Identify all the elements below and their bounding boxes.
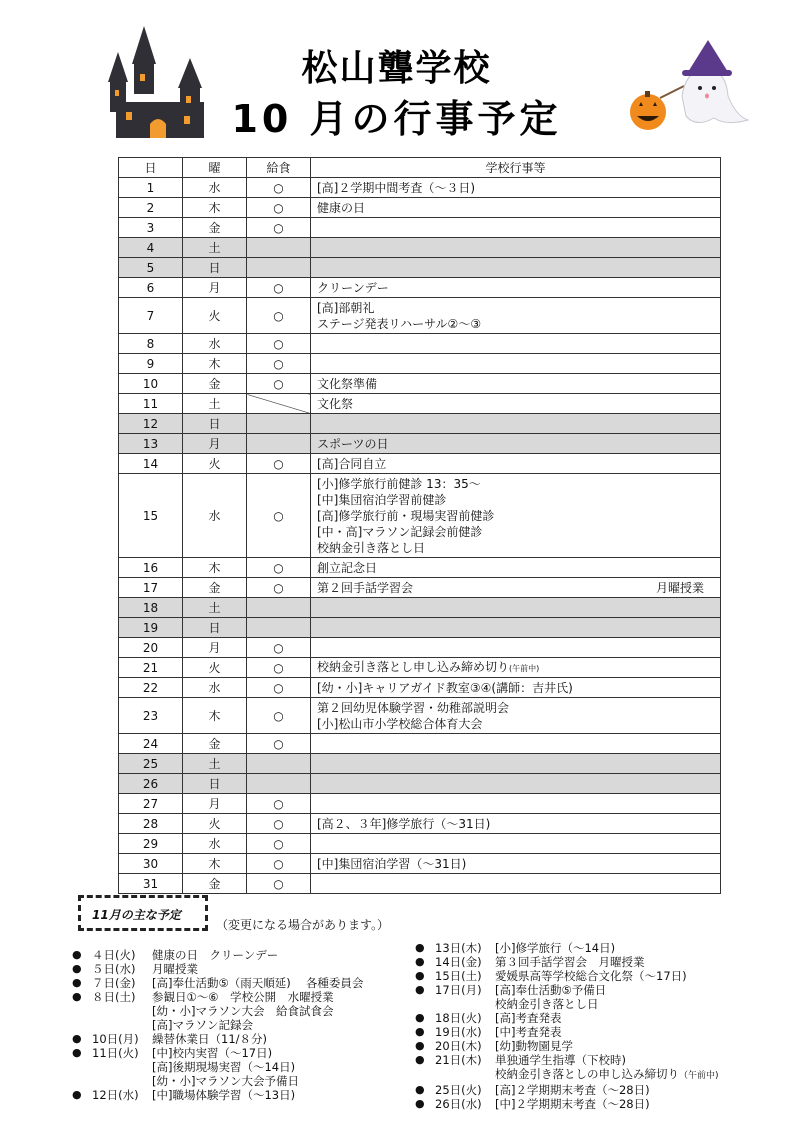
cell-lunch <box>247 754 311 774</box>
cell-events <box>311 394 721 414</box>
event-text: クリーンデー <box>317 280 389 295</box>
table-row <box>119 354 721 374</box>
cell-weekday: 金 <box>183 578 247 598</box>
list-item-date: 14日(金) <box>435 955 482 969</box>
table-row <box>119 374 721 394</box>
cell-day: 19 <box>119 618 183 638</box>
cell-weekday: 日 <box>183 618 247 638</box>
cell-weekday: 金 <box>183 874 247 894</box>
bullet-icon: ● <box>415 1025 425 1038</box>
table-row <box>119 754 721 774</box>
list-item <box>415 1097 745 1111</box>
cell-day: 30 <box>119 854 183 874</box>
list-item-date: 26日(水) <box>435 1097 482 1111</box>
list-item-text: 単独通学生指導（下校時) <box>495 1053 626 1067</box>
cell-weekday: 日 <box>183 414 247 434</box>
list-item <box>72 1088 402 1102</box>
cell-weekday: 水 <box>183 678 247 698</box>
list-item <box>415 941 745 955</box>
list-item-date: 10日(月) <box>92 1032 139 1046</box>
event-text: [高]修学旅行前・現場実習前健診 <box>317 508 495 523</box>
bullet-icon: ● <box>415 1083 425 1096</box>
cell-weekday: 月 <box>183 794 247 814</box>
table-row <box>119 578 721 598</box>
cell-day: 20 <box>119 638 183 658</box>
cell-day: 26 <box>119 774 183 794</box>
list-item-date: 15日(土) <box>435 969 482 983</box>
list-item-text-small: （午前中) <box>679 1071 719 1081</box>
list-item-text: 月曜授業 <box>152 962 198 976</box>
table-row <box>119 238 721 258</box>
cell-events <box>311 794 721 814</box>
table-row <box>119 874 721 894</box>
event-text: 第２回手話学習会 <box>317 580 414 595</box>
cell-weekday: 月 <box>183 638 247 658</box>
cell-lunch: ○ <box>247 638 311 658</box>
header-lunch: 給食 <box>247 158 311 178</box>
cell-day: 7 <box>119 298 183 334</box>
cell-weekday: 火 <box>183 298 247 334</box>
bullet-icon: ● <box>72 976 82 989</box>
cell-lunch: ○ <box>247 178 311 198</box>
cell-events <box>311 178 721 198</box>
list-item-text: [幼・小]マラソン大会予備日 <box>152 1074 299 1088</box>
cell-day: 6 <box>119 278 183 298</box>
list-item-date: 18日(火) <box>435 1011 482 1025</box>
cell-day: 14 <box>119 454 183 474</box>
bullet-icon: ● <box>72 948 82 961</box>
cell-events <box>311 238 721 258</box>
cell-events <box>311 454 721 474</box>
bullet-icon: ● <box>415 955 425 968</box>
table-row <box>119 474 721 558</box>
event-text-main: 校納金引き落とし申し込み締め切り <box>317 659 510 674</box>
list-item <box>415 983 745 1011</box>
event-text: スポーツの日 <box>317 436 389 451</box>
cell-day: 9 <box>119 354 183 374</box>
bullet-icon: ● <box>415 1097 425 1110</box>
list-item-text-main: 校納金引き落としの申し込み締切り <box>495 1067 679 1081</box>
list-item <box>415 1039 745 1053</box>
cell-lunch: ○ <box>247 278 311 298</box>
cell-day: 12 <box>119 414 183 434</box>
table-row <box>119 434 721 454</box>
cell-lunch <box>247 618 311 638</box>
cell-events <box>311 258 721 278</box>
event-text: [小]修学旅行前健診 13：35～ <box>317 476 481 491</box>
cell-events <box>311 618 721 638</box>
list-item-date: ７日(金) <box>92 976 136 990</box>
cell-events <box>311 774 721 794</box>
table-row <box>119 618 721 638</box>
list-item-date: ４日(火) <box>92 948 136 962</box>
table-row <box>119 258 721 278</box>
table-row <box>119 774 721 794</box>
cell-weekday: 金 <box>183 734 247 754</box>
cell-lunch: ○ <box>247 834 311 854</box>
cell-day: 16 <box>119 558 183 578</box>
cell-weekday: 水 <box>183 178 247 198</box>
cell-weekday: 水 <box>183 474 247 558</box>
cell-weekday: 火 <box>183 454 247 474</box>
cell-lunch: ○ <box>247 794 311 814</box>
list-item-text: [中]職場体験学習（～13日) <box>152 1088 296 1102</box>
list-item <box>415 1083 745 1097</box>
event-text: [高]部朝礼 <box>317 300 375 315</box>
list-item <box>415 955 745 969</box>
cell-lunch <box>247 598 311 618</box>
november-list-left <box>72 948 402 1102</box>
november-list-right <box>415 941 745 1111</box>
list-item-text: 参観日①～⑥ 学校公開 水曜授業 <box>152 990 334 1004</box>
header-weekday: 曜 <box>183 158 247 178</box>
table-row <box>119 834 721 854</box>
cell-day: 8 <box>119 334 183 354</box>
list-item <box>72 976 402 990</box>
bullet-icon: ● <box>415 1053 425 1066</box>
event-text: 文化祭 <box>317 396 354 411</box>
cell-events <box>311 874 721 894</box>
cell-events <box>311 698 721 734</box>
list-item-text: [高]考査発表 <box>495 1011 562 1025</box>
cell-day: 4 <box>119 238 183 258</box>
table-body <box>119 178 721 894</box>
event-text: [高]２学期中間考査（～３日) <box>317 180 476 195</box>
cell-day: 2 <box>119 198 183 218</box>
cell-weekday: 木 <box>183 854 247 874</box>
table-row <box>119 394 721 414</box>
event-text: 第２回幼児体験学習・幼稚部説明会 <box>317 700 510 715</box>
list-item <box>415 1053 745 1083</box>
cell-lunch: ○ <box>247 698 311 734</box>
cell-weekday: 木 <box>183 354 247 374</box>
cell-day: 10 <box>119 374 183 394</box>
page-title: 10 月の行事予定 <box>231 97 562 141</box>
bullet-icon: ● <box>72 1046 82 1059</box>
cell-day: 23 <box>119 698 183 734</box>
event-text: 文化祭準備 <box>317 376 378 391</box>
cell-lunch: ○ <box>247 298 311 334</box>
cell-lunch: ○ <box>247 734 311 754</box>
cell-lunch: ○ <box>247 874 311 894</box>
table-row <box>119 814 721 834</box>
header-day: 日 <box>119 158 183 178</box>
cell-weekday: 木 <box>183 698 247 734</box>
list-item-date: 19日(水) <box>435 1025 482 1039</box>
cell-weekday: 土 <box>183 754 247 774</box>
bullet-icon: ● <box>415 1011 425 1024</box>
event-text: [小]松山市小学校総合体育大会 <box>317 716 483 731</box>
cell-day: 18 <box>119 598 183 618</box>
list-item-text: 健康の日 クリーンデー <box>152 948 279 962</box>
october-schedule-table <box>118 157 721 894</box>
cell-weekday: 金 <box>183 374 247 394</box>
cell-weekday: 木 <box>183 558 247 578</box>
cell-lunch: ○ <box>247 454 311 474</box>
cell-lunch: ○ <box>247 658 311 678</box>
table-row <box>119 698 721 734</box>
cell-lunch: ○ <box>247 374 311 394</box>
cell-lunch <box>247 238 311 258</box>
list-item-date: 11日(火) <box>92 1046 139 1060</box>
list-item <box>72 990 402 1032</box>
list-item-text: [中]２学期期末考査（～28日) <box>495 1097 650 1111</box>
cell-events <box>311 834 721 854</box>
cell-events <box>311 578 721 598</box>
cell-weekday: 日 <box>183 258 247 278</box>
list-item-date: ８日(土) <box>92 990 136 1004</box>
table-row <box>119 734 721 754</box>
list-item-text: [幼・小]マラソン大会 給食試食会 <box>152 1004 334 1018</box>
table-row <box>119 794 721 814</box>
list-item-text <box>495 1067 745 1083</box>
cell-lunch: ○ <box>247 678 311 698</box>
cell-day: 3 <box>119 218 183 238</box>
table-row <box>119 678 721 698</box>
cell-weekday: 土 <box>183 238 247 258</box>
cell-weekday: 火 <box>183 814 247 834</box>
cell-events <box>311 198 721 218</box>
event-text <box>317 659 720 677</box>
bullet-icon: ● <box>72 1032 82 1045</box>
list-item-text: [小]修学旅行（～14日) <box>495 941 616 955</box>
cell-lunch <box>247 434 311 454</box>
cell-lunch: ○ <box>247 354 311 374</box>
list-item <box>415 1025 745 1039</box>
cell-events <box>311 218 721 238</box>
list-item <box>415 1011 745 1025</box>
list-item <box>72 1046 402 1088</box>
bullet-icon: ● <box>415 1039 425 1052</box>
bullet-icon: ● <box>415 941 425 954</box>
cell-events <box>311 434 721 454</box>
cell-events <box>311 734 721 754</box>
table-row <box>119 178 721 198</box>
event-text-small: (午前中) <box>509 663 540 673</box>
cell-lunch: ○ <box>247 578 311 598</box>
table-row <box>119 298 721 334</box>
cell-events <box>311 354 721 374</box>
cell-day: 24 <box>119 734 183 754</box>
table-row <box>119 598 721 618</box>
cell-weekday: 木 <box>183 198 247 218</box>
cell-day: 15 <box>119 474 183 558</box>
cell-lunch: ○ <box>247 198 311 218</box>
cell-lunch: ○ <box>247 474 311 558</box>
list-item <box>72 1032 402 1046</box>
list-item-text: [中]校内実習（～17日) <box>152 1046 273 1060</box>
event-note: 月曜授業 <box>655 580 704 595</box>
cell-weekday: 水 <box>183 334 247 354</box>
list-item-date: 17日(月) <box>435 983 482 997</box>
cell-lunch: ○ <box>247 854 311 874</box>
table-row <box>119 658 721 678</box>
header-events: 学校行事等 <box>311 158 721 178</box>
list-item-date: 12日(水) <box>92 1088 139 1102</box>
list-item <box>72 962 402 976</box>
event-text: [幼・小]キャリアガイド教室③④(講師：吉井氏) <box>317 680 573 695</box>
cell-weekday: 月 <box>183 434 247 454</box>
cell-lunch <box>247 414 311 434</box>
cell-weekday: 土 <box>183 394 247 414</box>
cell-day: 1 <box>119 178 183 198</box>
cell-events <box>311 598 721 618</box>
cell-lunch: ○ <box>247 334 311 354</box>
cell-day: 27 <box>119 794 183 814</box>
event-text: [中・高]マラソン記録会前健診 <box>317 524 483 539</box>
list-item-date: 13日(木) <box>435 941 482 955</box>
table-row <box>119 454 721 474</box>
bullet-icon: ● <box>72 1088 82 1101</box>
cell-events <box>311 854 721 874</box>
cell-lunch <box>247 774 311 794</box>
list-item-text: [高]奉仕活動⑤（雨天順延) 各種委員会 <box>152 976 364 990</box>
cell-lunch <box>247 394 311 414</box>
table-row <box>119 854 721 874</box>
event-text: ステージ発表リハーサル②～③ <box>317 316 482 331</box>
list-item-text: [幼]動物園見学 <box>495 1039 573 1053</box>
list-item-text: [高]奉仕活動⑤予備日 <box>495 983 607 997</box>
cell-events <box>311 474 721 558</box>
list-item-date: 25日(火) <box>435 1083 482 1097</box>
cell-events <box>311 334 721 354</box>
cell-day: 21 <box>119 658 183 678</box>
november-note: （変更になる場合があります。） <box>216 918 390 932</box>
cell-day: 31 <box>119 874 183 894</box>
event-text: [高]合同自立 <box>317 456 387 471</box>
cell-lunch: ○ <box>247 814 311 834</box>
cell-weekday: 日 <box>183 774 247 794</box>
cell-day: 29 <box>119 834 183 854</box>
cell-events <box>311 658 721 678</box>
cell-weekday: 土 <box>183 598 247 618</box>
list-item-text: [中]考査発表 <box>495 1025 562 1039</box>
list-item-text: [高]後期現場実習（～14日) <box>152 1060 296 1074</box>
bullet-icon: ● <box>415 983 425 996</box>
table-row <box>119 198 721 218</box>
cell-day: 11 <box>119 394 183 414</box>
table-row <box>119 334 721 354</box>
cell-events <box>311 278 721 298</box>
list-item-date: 20日(木) <box>435 1039 482 1053</box>
event-text: [高２、３年]修学旅行（～31日) <box>317 816 491 831</box>
cell-weekday: 水 <box>183 834 247 854</box>
list-item-text: [高]２学期期末考査（～28日) <box>495 1083 650 1097</box>
cell-events <box>311 638 721 658</box>
school-name: 松山聾学校 <box>301 48 492 89</box>
list-item-date: 21日(木) <box>435 1053 482 1067</box>
cell-weekday: 金 <box>183 218 247 238</box>
event-text: [中]集団宿泊学習（～31日) <box>317 856 467 871</box>
cell-events <box>311 814 721 834</box>
cell-events <box>311 298 721 334</box>
cell-lunch: ○ <box>247 558 311 578</box>
cell-events <box>311 414 721 434</box>
list-item-text: 繰替休業日（11/８分) <box>152 1032 267 1046</box>
table-header-row <box>119 158 721 178</box>
cell-day: 5 <box>119 258 183 278</box>
cell-weekday: 火 <box>183 658 247 678</box>
cell-events <box>311 678 721 698</box>
table-row <box>119 218 721 238</box>
cell-weekday: 月 <box>183 278 247 298</box>
list-item-text: 校納金引き落とし日 <box>495 997 599 1011</box>
bullet-icon: ● <box>72 990 82 1003</box>
list-item-date: ５日(水) <box>92 962 136 976</box>
list-item-text: 第３回手話学習会 月曜授業 <box>495 955 645 969</box>
list-item-text: [高]マラソン記録会 <box>152 1018 253 1032</box>
november-title: 11月の主な予定 <box>92 908 181 922</box>
event-text: 創立記念日 <box>317 560 378 575</box>
table-row <box>119 278 721 298</box>
cell-day: 25 <box>119 754 183 774</box>
event-text: 健康の日 <box>317 200 366 215</box>
event-text: [中]集団宿泊学習前健診 <box>317 492 447 507</box>
event-text: 校納金引き落とし日 <box>317 540 426 555</box>
cell-events <box>311 754 721 774</box>
cell-events <box>311 558 721 578</box>
table-row <box>119 414 721 434</box>
cell-events <box>311 374 721 394</box>
cell-day: 13 <box>119 434 183 454</box>
cell-day: 22 <box>119 678 183 698</box>
table-row <box>119 638 721 658</box>
bullet-icon: ● <box>415 969 425 982</box>
list-item <box>415 969 745 983</box>
cell-day: 28 <box>119 814 183 834</box>
list-item-text: 愛媛県高等学校総合文化祭（～17日) <box>495 969 687 983</box>
cell-lunch: ○ <box>247 218 311 238</box>
cell-lunch <box>247 258 311 278</box>
list-item <box>72 948 402 962</box>
bullet-icon: ● <box>72 962 82 975</box>
table-row <box>119 558 721 578</box>
cell-day: 17 <box>119 578 183 598</box>
